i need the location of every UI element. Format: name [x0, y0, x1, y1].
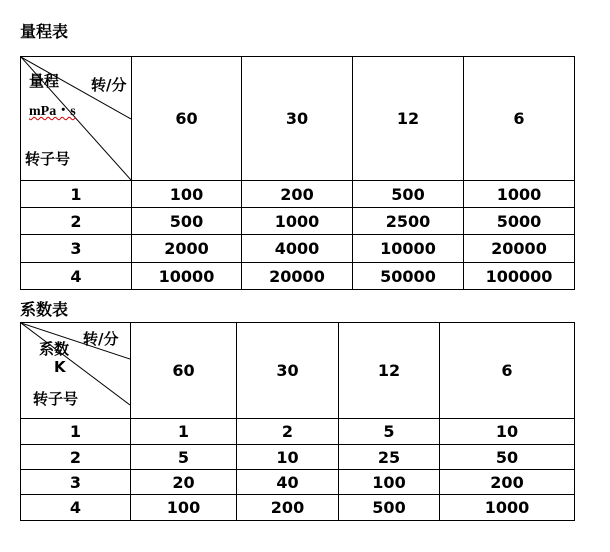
coef-speed-header: 60	[131, 323, 237, 419]
range-value: 1000	[464, 181, 575, 208]
coef-value: 10	[440, 419, 575, 445]
coef-value: 5	[131, 445, 237, 470]
coef-value: 25	[339, 445, 440, 470]
coef-value: 50	[440, 445, 575, 470]
coef-value: 40	[237, 470, 339, 495]
rotor-number: 4	[21, 263, 132, 290]
rotor-number: 4	[21, 495, 131, 521]
range-table-title: 量程表	[20, 22, 69, 41]
range-unit-label: mPa・s	[29, 104, 76, 119]
range-header-row	[21, 57, 575, 181]
coef-value: 2	[237, 419, 339, 445]
rotor-number: 2	[21, 445, 131, 470]
range-value: 500	[353, 181, 464, 208]
range-value: 20000	[242, 263, 353, 290]
range-value: 5000	[464, 208, 575, 235]
range-speed-header: 12	[353, 57, 464, 181]
rotor-number: 3	[21, 470, 131, 495]
coef-value: 100	[339, 470, 440, 495]
range-value: 10000	[353, 235, 464, 263]
table-row	[21, 419, 575, 445]
table-row	[21, 263, 575, 290]
coef-value: 10	[237, 445, 339, 470]
coef-symbol-label: K	[54, 358, 66, 376]
coef-value: 200	[237, 495, 339, 521]
table-row	[21, 495, 575, 521]
range-speed-header: 6	[464, 57, 575, 181]
range-row-label: 量程	[29, 72, 60, 90]
coef-rotor-label: 转子号	[33, 390, 79, 408]
rotor-number: 1	[21, 181, 132, 208]
range-value: 200	[242, 181, 353, 208]
table-row	[21, 470, 575, 495]
rotor-number: 2	[21, 208, 132, 235]
range-value: 100	[132, 181, 242, 208]
range-value: 10000	[132, 263, 242, 290]
range-corner-cell	[21, 57, 132, 181]
coef-table	[20, 322, 575, 521]
coef-corner-cell	[21, 323, 131, 419]
coef-speed-label: 转/分	[83, 330, 119, 348]
coef-value: 20	[131, 470, 237, 495]
range-table	[20, 56, 575, 290]
coef-value: 200	[440, 470, 575, 495]
coef-value: 1000	[440, 495, 575, 521]
coef-speed-header: 30	[237, 323, 339, 419]
coef-row-label: 系数	[39, 340, 70, 358]
coef-value: 5	[339, 419, 440, 445]
coef-value: 1	[131, 419, 237, 445]
range-speed-header: 60	[132, 57, 242, 181]
range-value: 2000	[132, 235, 242, 263]
table-row	[21, 235, 575, 263]
table-row	[21, 208, 575, 235]
range-value: 20000	[464, 235, 575, 263]
coef-value: 500	[339, 495, 440, 521]
rotor-number: 1	[21, 419, 131, 445]
range-value: 1000	[242, 208, 353, 235]
coef-table-title: 系数表	[20, 300, 69, 319]
range-value: 4000	[242, 235, 353, 263]
range-speed-label: 转/分	[91, 76, 127, 94]
range-speed-header: 30	[242, 57, 353, 181]
rotor-number: 3	[21, 235, 132, 263]
coef-header-row	[21, 323, 575, 419]
range-value: 100000	[464, 263, 575, 290]
table-row	[21, 445, 575, 470]
table-row	[21, 181, 575, 208]
range-rotor-label: 转子号	[25, 150, 71, 168]
coef-value: 100	[131, 495, 237, 521]
range-value: 50000	[353, 263, 464, 290]
coef-speed-header: 6	[440, 323, 575, 419]
coef-speed-header: 12	[339, 323, 440, 419]
range-value: 500	[132, 208, 242, 235]
range-value: 2500	[353, 208, 464, 235]
